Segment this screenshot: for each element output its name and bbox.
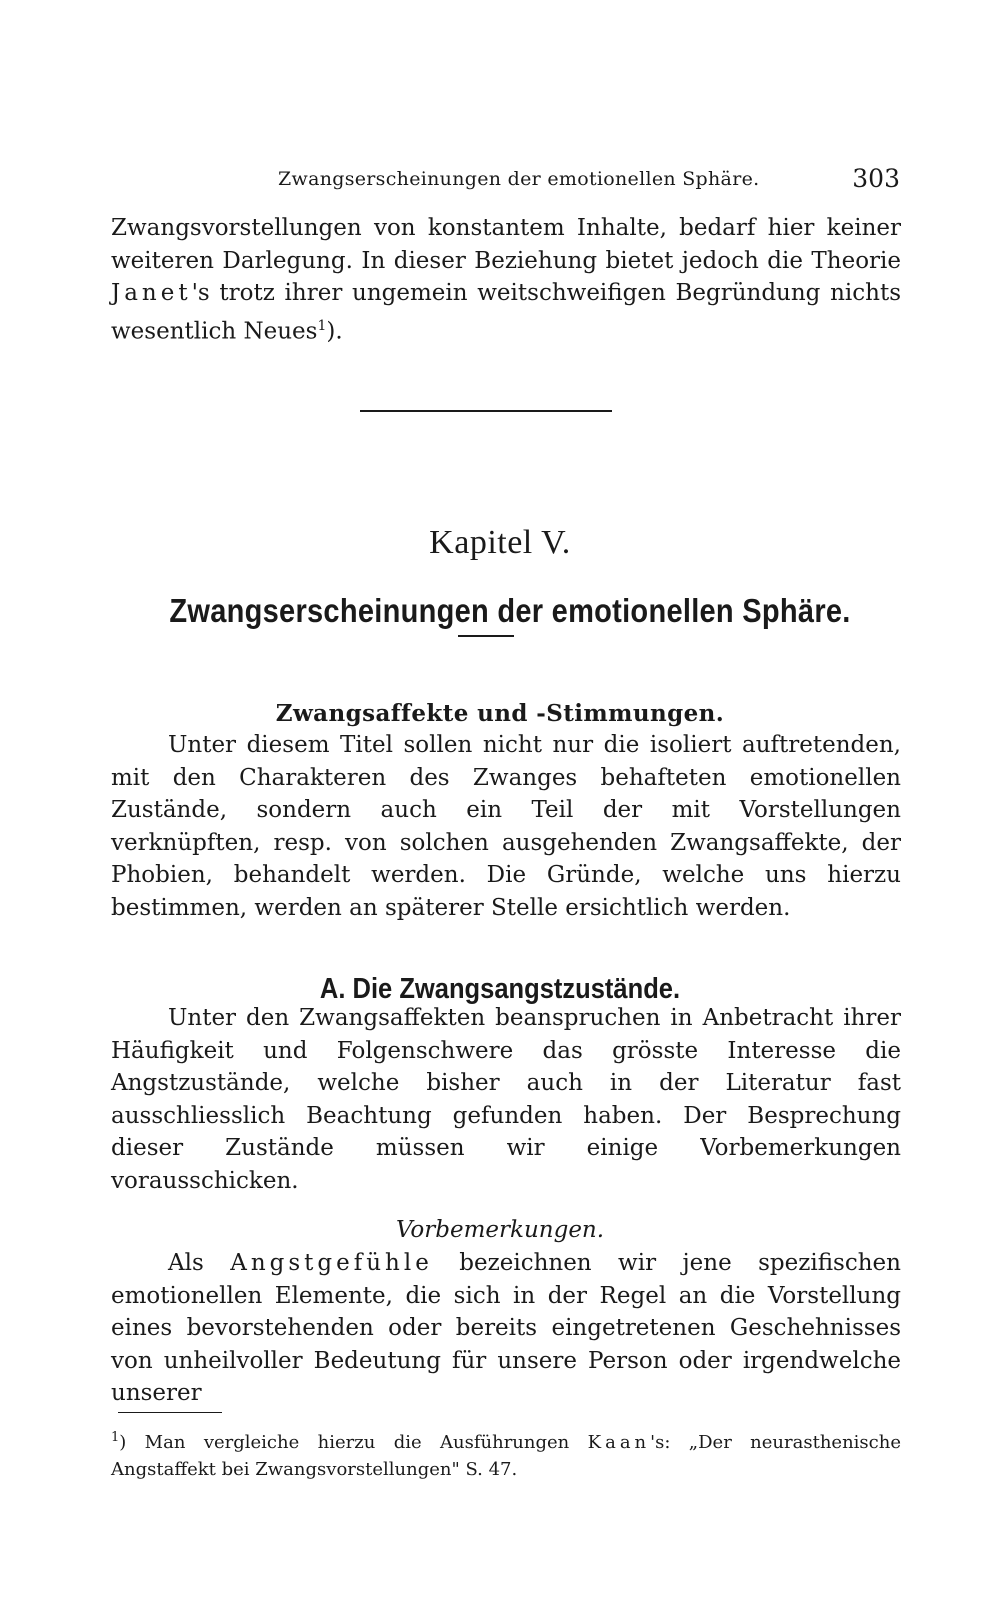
vorbemerkungen-paragraph xyxy=(111,1247,901,1410)
intro-paragraph xyxy=(111,212,901,348)
footnote-mark: 1 xyxy=(111,1430,120,1445)
intro-text-3: ). xyxy=(326,318,343,345)
chapter-title: Zwangserscheinungen der emotionellen Sphäre. xyxy=(169,592,851,629)
intro-spaced-name: Janet xyxy=(111,280,192,306)
vorbemerkungen-text-2: bezeichnen wir jene spezifischen emotionellen Elemente, die sich in der Regel an die Vorstellung eines bevorstehenden oder bereits eingetretenen Geschehnisses von unheilvoller Bedeutung für unsere Person oder irgendwelche unserer xyxy=(111,1250,901,1406)
running-title: Zwangserscheinungen der emotionellen Sphäre. xyxy=(278,168,760,190)
intro-text-2: 's trotz ihrer ungemein weitschweifigen Begründung nichts wesentlich Neues xyxy=(111,280,901,345)
page-number: 303 xyxy=(852,164,900,193)
section-a-title: A. Die Zwangsangstzustände. xyxy=(319,973,681,1005)
footnote-spaced-name: Kaan xyxy=(587,1432,651,1453)
section-a-paragraph: Unter den Zwangsaffekten beanspruchen in Anbetracht ihrer Häufigkeit und Folgenschwere das grösste Interesse die Angstzustände, welche bisher auch in der Literatur fast ausschliesslich Beachtung gefunden haben. Der Besprechung dieser Zustände müssen wir einige Vorbemerkungen vorausschicken. xyxy=(111,1005,901,1194)
section-divider xyxy=(360,410,612,412)
chapter-number: Kapitel V. xyxy=(429,524,571,561)
vorbemerkungen-title: Vorbemerkungen. xyxy=(395,1217,605,1243)
footnote xyxy=(111,1424,901,1483)
page-header xyxy=(110,164,900,194)
footnote-rule xyxy=(118,1412,222,1413)
intro-text-1: Zwangsvorstellungen von konstantem Inhalte, bedarf hier keiner weiteren Darlegung. In dieser Beziehung bietet jedoch die Theorie xyxy=(111,215,901,274)
vorbemerkungen-text-1: Als xyxy=(168,1250,231,1276)
footnote-text-2: 's: „Der neurasthenische Angstaffekt bei Zwangsvorstellungen" S. 47. xyxy=(111,1432,901,1480)
footnote-text-1: ) Man vergleiche hierzu die Ausführungen xyxy=(119,1432,588,1453)
footnote-reference: 1 xyxy=(317,317,327,334)
chapter-title-rule xyxy=(458,635,514,637)
subsection-title: Zwangsaffekte und -Stimmungen. xyxy=(275,700,725,727)
subsection-paragraph: Unter diesem Titel sollen nicht nur die isoliert auftretenden, mit den Charakteren des Zwanges behafteten emotionellen Zustände, sondern auch ein Teil der mit Vorstellungen verknüpften, resp. von solchen ausgehenden Zwangsaffekte, der Phobien, behandelt werden. Die Gründe, welche uns hierzu bestimmen, werden an späterer Stelle ersichtlich werden. xyxy=(111,732,901,921)
vorbemerkungen-spaced-term: Angstgefühle xyxy=(230,1250,433,1276)
